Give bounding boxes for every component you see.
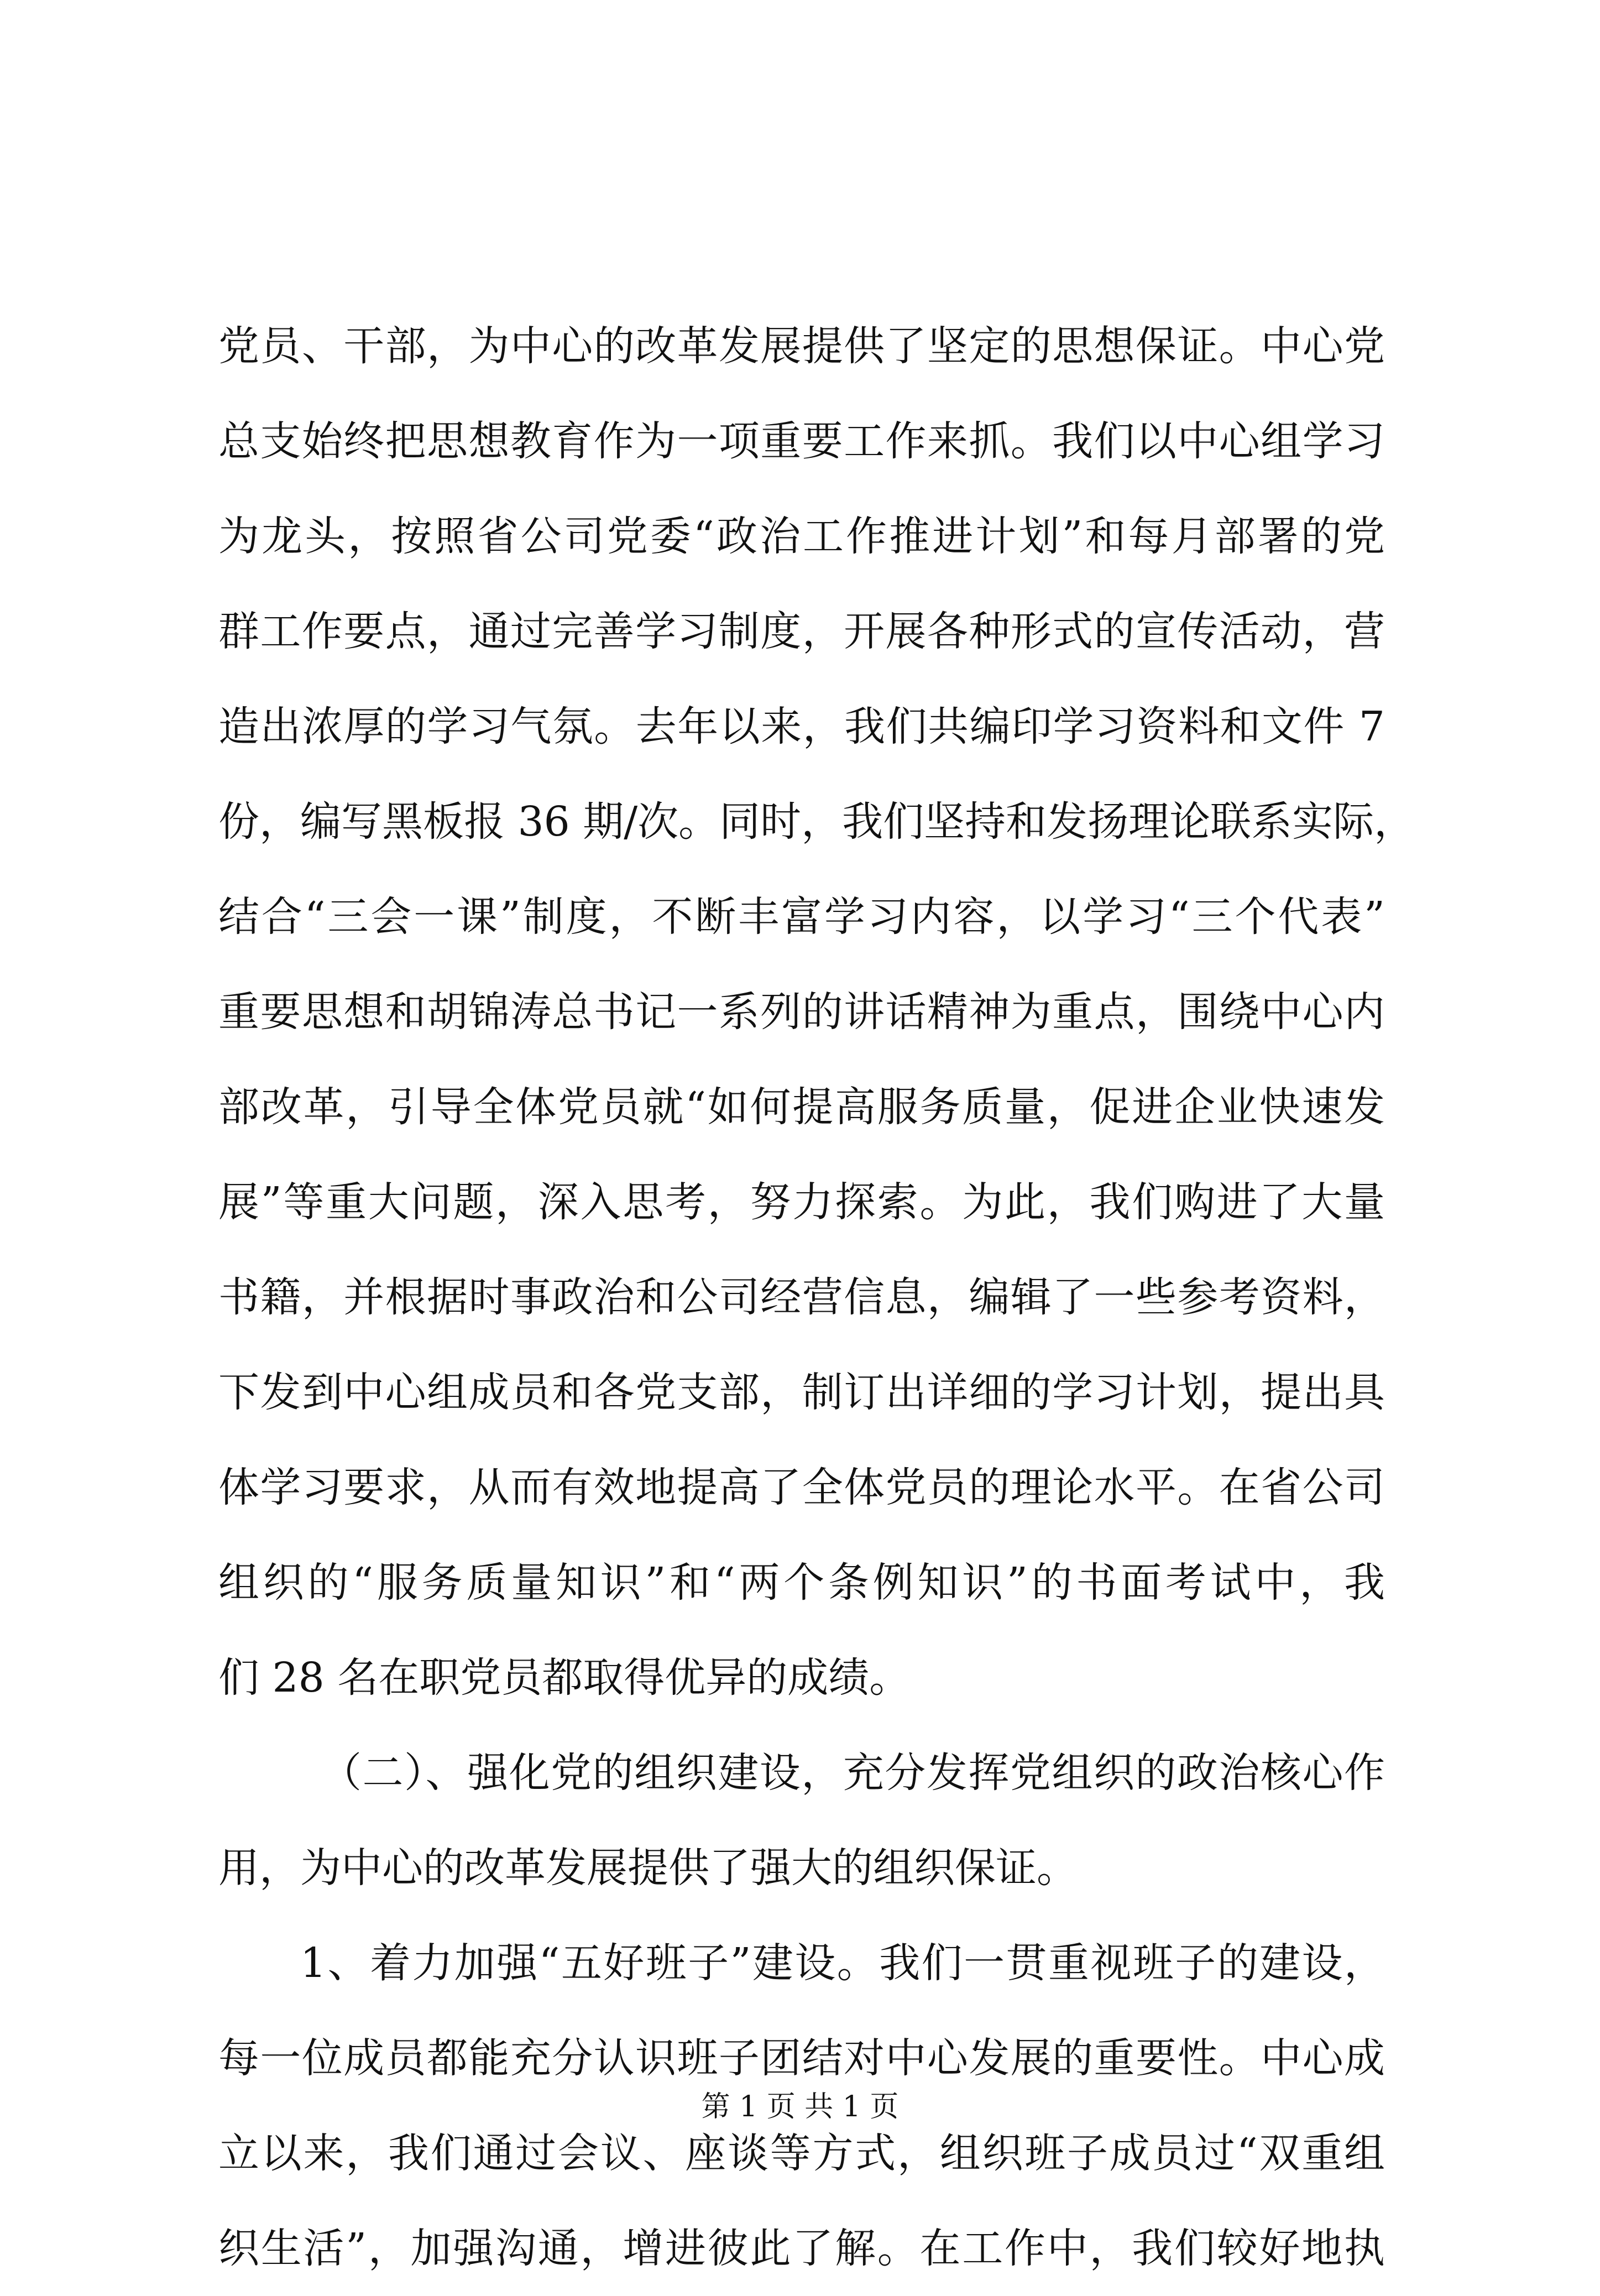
text-line: 重要思想和胡锦涛总书记一系列的讲话精神为重点，围绕中心内 bbox=[218, 988, 1385, 1036]
body-text bbox=[218, 299, 1415, 2296]
text-line: 下发到中心组成员和各党支部，制订出详细的学习计划，提出具 bbox=[218, 1369, 1385, 1416]
text-line: 每一位成员都能充分认识班子团结对中心发展的重要性。中心成 bbox=[218, 2034, 1385, 2082]
text-line: 份，编写黑板报 36 期/次。同时，我们坚持和发扬理论联系实际， bbox=[218, 798, 1415, 846]
text-line: 展”等重大问题，深入思考，努力探索。为此，我们购进了大量 bbox=[218, 1178, 1385, 1226]
text-line: 群工作要点，通过完善学习制度，开展各种形式的宣传活动，营 bbox=[218, 608, 1385, 655]
text-line: 组织的“服务质量知识”和“两个条例知识”的书面考试中，我 bbox=[218, 1559, 1385, 1606]
paragraph-organization-building bbox=[218, 1725, 1385, 1916]
page-number-label: 第 1 页 共 1 页 bbox=[701, 2090, 899, 2123]
text-line: 造出浓厚的学习气氛。去年以来，我们共编印学习资料和文件 7 bbox=[218, 703, 1385, 750]
text-line: 结合“三会一课”制度，不断丰富学习内容，以学习“三个代表” bbox=[218, 893, 1385, 941]
text-line: 立以来，我们通过会议、座谈等方式，组织班子成员过“双重组 bbox=[218, 2130, 1385, 2177]
text-line: 1、着力加强“五好班子”建设。我们一贯重视班子的建设， bbox=[300, 1939, 1385, 1987]
text-line: 为龙头，按照省公司党委“政治工作推进计划”和每月部署的党 bbox=[218, 513, 1385, 560]
text-line: 织生活”，加强沟通，增进彼此了解。在工作中，我们较好地执 bbox=[218, 2225, 1385, 2272]
section-heading-line: 用，为中心的改革发展提供了强大的组织保证。 bbox=[218, 1844, 1078, 1892]
text-line: 们 28 名在职党员都取得优异的成绩。 bbox=[218, 1654, 911, 1702]
text-line: 总支始终把思想教育作为一项重要工作来抓。我们以中心组学习 bbox=[218, 418, 1385, 465]
paragraph-ideological-education bbox=[218, 299, 1415, 1725]
text-line: 部改革，引导全体党员就“如何提高服务质量，促进企业快速发 bbox=[218, 1083, 1385, 1131]
text-line: 书籍，并根据时事政治和公司经营信息，编辑了一些参考资料， bbox=[218, 1274, 1385, 1321]
text-line: 党员、干部，为中心的改革发展提供了坚定的思想保证。中心党 bbox=[218, 322, 1385, 370]
text-line: 体学习要求，从而有效地提高了全体党员的理论水平。在省公司 bbox=[218, 1464, 1385, 1511]
section-heading-line: （二）、强化党的组织建设，充分发挥党组织的政治核心作 bbox=[321, 1749, 1385, 1797]
page-footer bbox=[0, 2088, 1600, 2126]
